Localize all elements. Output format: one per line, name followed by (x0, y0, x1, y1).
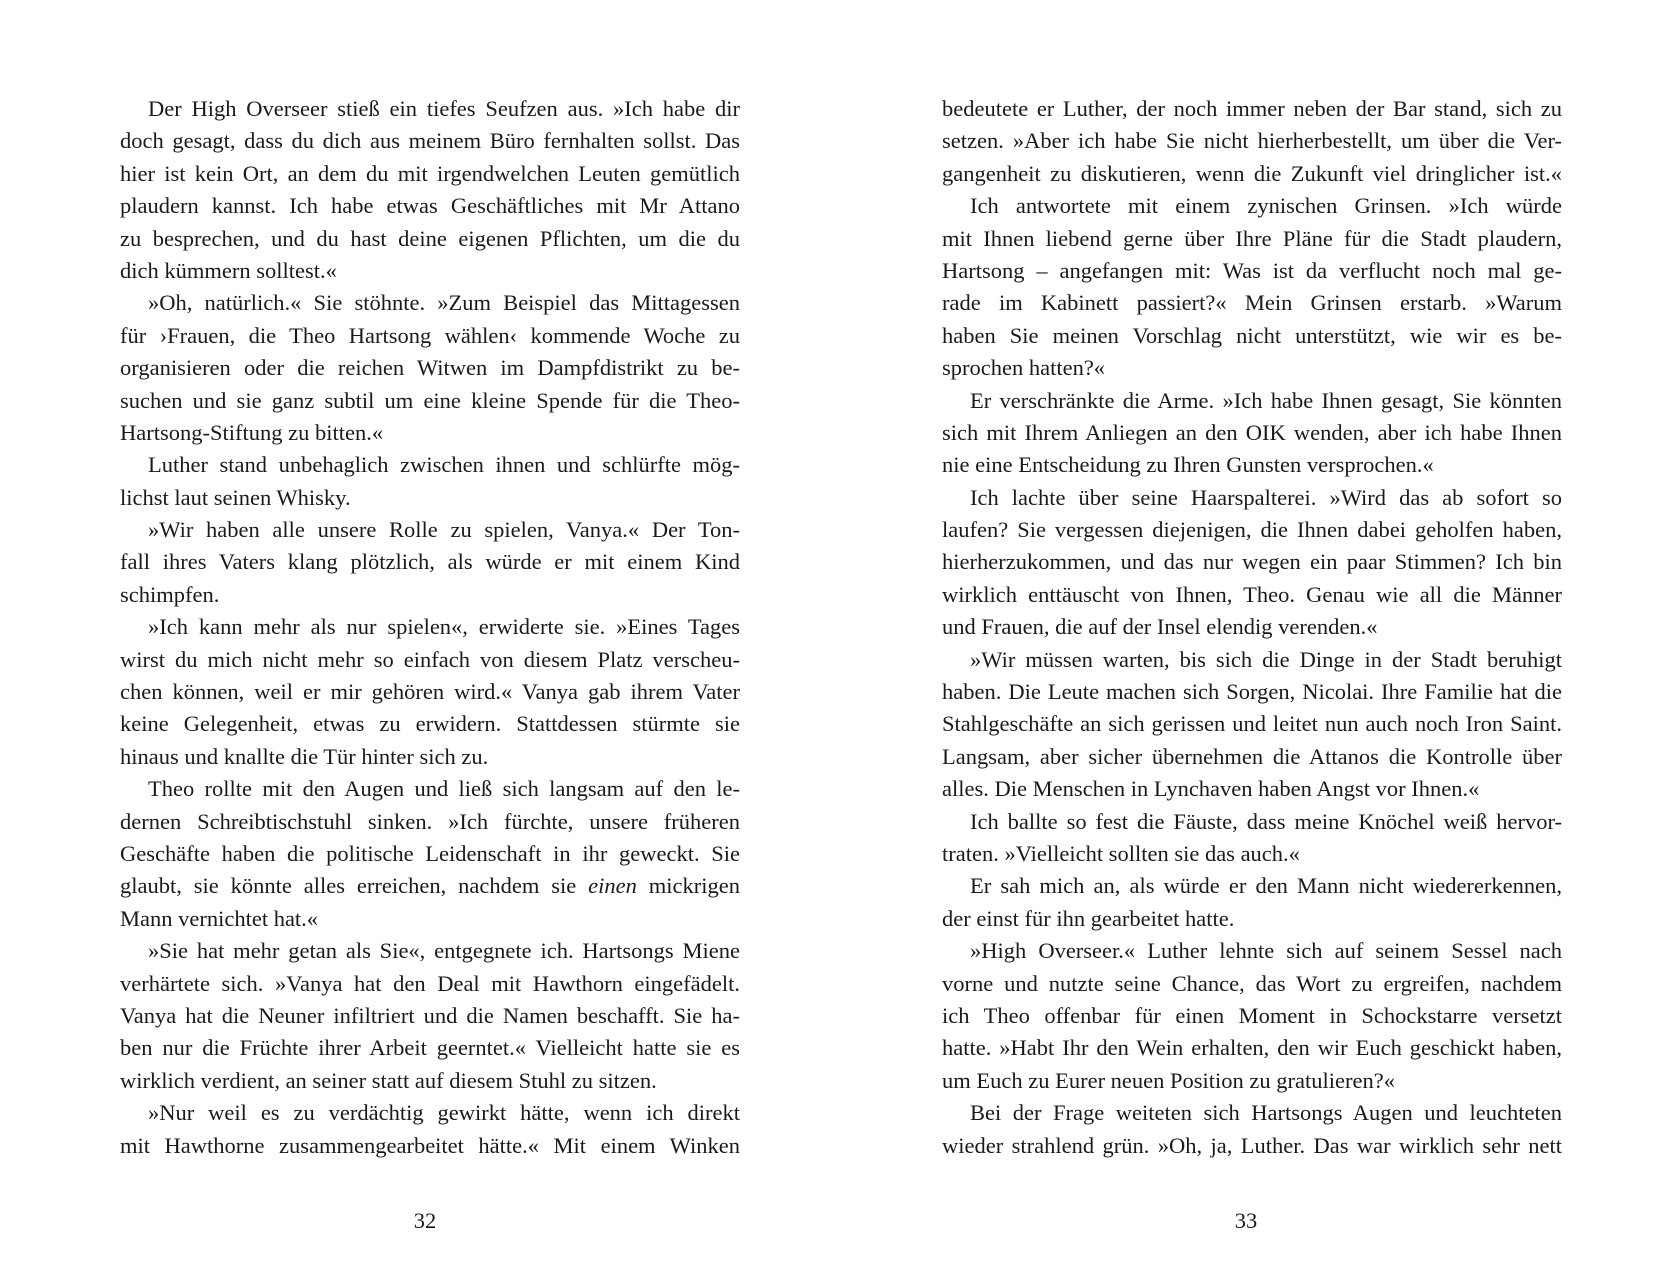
text-line: schimpfen. (120, 581, 220, 607)
text-line: haben Sie meinen Vorschlag nicht unterstützt, wie wir es be- (942, 322, 1562, 348)
text-line: »High Overseer.« Luther lehnte sich auf seinem Sessel nach (970, 938, 1562, 964)
text-line: Langsam, aber sicher übernehmen die Attanos die Kontrolle über (942, 743, 1562, 769)
text-line: Vanya hat die Neuner infiltriert und die Namen beschafft. Sie ha- (120, 1002, 740, 1028)
text-line: traten. »Vielleicht sollten sie das auch.« (942, 840, 1300, 866)
text-line: fall ihres Vaters klang plötzlich, als würde er mit einem Kind (120, 549, 740, 575)
text-line: glaubt, sie könnte alles erreichen, nachdem sie einen mickrigen (120, 873, 740, 899)
emphasized-word: einen (588, 873, 637, 899)
text-line: Theo rollte mit den Augen und ließ sich langsam auf den le- (148, 776, 740, 802)
page-number-right: 33 (1234, 1208, 1258, 1233)
text-line: dernen Schreibtischstuhl sinken. »Ich fürchte, unsere früheren (120, 808, 740, 834)
text-line: verhärtete sich. »Vanya hat den Deal mit Hawthorn eingefädelt. (120, 970, 740, 996)
text-line: dich kümmern solltest.« (120, 257, 337, 283)
text-line: sich mit Ihrem Anliegen an den OIK wenden, aber ich habe Ihnen (942, 419, 1562, 445)
text-line: bedeutete er Luther, der noch immer neben der Bar stand, sich zu (942, 96, 1562, 121)
text-line: »Ich kann mehr als nur spielen«, erwiderte sie. »Eines Tages (148, 614, 740, 640)
text-line: suchen und sie ganz subtil um eine kleine Spende für die Theo- (120, 387, 740, 413)
text-line: doch gesagt, dass du dich aus meinem Büro fernhalten sollst. Das (120, 128, 740, 154)
text-line: vorne und nutzte seine Chance, das Wort zu ergreifen, nachdem (942, 970, 1562, 996)
text-line: sprochen hatten?« (942, 355, 1106, 381)
text-line: »Nur weil es zu verdächtig gewirkt hätte, wenn ich direkt (148, 1100, 740, 1126)
text-line: Mann vernichtet hat.« (120, 905, 319, 931)
text-line: rade im Kabinett passiert?« Mein Grinsen erstarb. »Warum (942, 290, 1562, 316)
text-line: nie eine Entscheidung zu Ihren Gunsten versprochen.« (942, 452, 1434, 478)
text-line: hatte. »Habt Ihr den Wein erhalten, den wir Euch geschickt haben, (942, 1035, 1562, 1061)
text-line: um Euch zu Eurer neuen Position zu gratulieren?« (942, 1067, 1395, 1093)
text-line: Hartsong – angefangen mit: Was ist da verflucht noch mal ge- (942, 257, 1562, 283)
text-line: Hartsong-Stiftung zu bitten.« (120, 419, 384, 445)
text-line: organisieren oder die reichen Witwen im Dampfdistrikt zu be- (120, 355, 740, 381)
text-line: ben nur die Früchte ihrer Arbeit geerntet.« Vielleicht hatte sie es (120, 1035, 740, 1061)
text-line: »Sie hat mehr getan als Sie«, entgegnete ich. Hartsongs Miene (148, 938, 740, 964)
text-line: keine Gelegenheit, etwas zu erwidern. Stattdessen stürmte sie (120, 711, 740, 737)
text-line: chen können, weil er mir gehören wird.« Vanya gab ihrem Vater (120, 679, 740, 705)
text-line: lichst laut seinen Whisky. (120, 484, 351, 510)
text-line: »Wir müssen warten, bis sich die Dinge in der Stadt beruhigt (970, 646, 1562, 672)
right-page-text (942, 93, 1562, 1162)
text-line: wieder strahlend grün. »Oh, ja, Luther. Das war wirklich sehr nett (942, 1132, 1562, 1158)
text-line: Der High Overseer stieß ein tiefes Seufzen aus. »Ich habe dir (148, 96, 740, 121)
text-line: hier ist kein Ort, an dem du mit irgendwelchen Leuten gemütlich (120, 160, 740, 186)
text-line: Bei der Frage weiteten sich Hartsongs Augen und leuchteten (970, 1100, 1562, 1126)
text-line: »Wir haben alle unsere Rolle zu spielen, Vanya.« Der Ton- (148, 517, 740, 543)
text-line: Ich ballte so fest die Fäuste, dass meine Knöchel weiß hervor- (970, 808, 1562, 834)
page-number-left: 32 (413, 1208, 437, 1233)
text-line: mit Hawthorne zusammengearbeitet hätte.« Mit einem Winken (120, 1132, 740, 1158)
text-line: Geschäfte haben die politische Leidenschaft in ihr geweckt. Sie (120, 840, 740, 866)
text-line: hinaus und knallte die Tür hinter sich zu. (120, 743, 489, 769)
text-line: wirklich verdient, an seiner statt auf diesem Stuhl zu sitzen. (120, 1067, 657, 1093)
text-line: der einst für ihn gearbeitet hatte. (942, 905, 1235, 931)
text-line: mit Ihnen liebend gerne über Ihre Pläne für die Stadt plaudern, (942, 225, 1562, 251)
text-line: Stahlgeschäfte an sich gerissen und leitet nun auch noch Iron Saint. (942, 711, 1562, 737)
left-page-text (120, 93, 740, 1162)
text-line: »Oh, natürlich.« Sie stöhnte. »Zum Beispiel das Mittagessen (148, 290, 740, 316)
text-line: Ich antwortete mit einem zynischen Grinsen. »Ich würde (970, 193, 1562, 219)
text-line: Ich lachte über seine Haarspalterei. »Wird das ab sofort so (970, 484, 1562, 510)
text-line: hierherzukommen, und das nur wegen ein paar Stimmen? Ich bin (942, 549, 1562, 575)
text-line: für ›Frauen, die Theo Hartsong wählen‹ kommende Woche zu (120, 322, 740, 348)
text-line: plaudern kannst. Ich habe etwas Geschäftliches mit Mr Attano (120, 193, 740, 219)
text-line: haben. Die Leute machen sich Sorgen, Nicolai. Ihre Familie hat die (942, 679, 1562, 705)
text-line: laufen? Sie vergessen diejenigen, die Ihnen dabei geholfen haben, (942, 517, 1562, 543)
text-line: zu besprechen, und du hast deine eigenen Pflichten, um die du (120, 225, 740, 251)
text-line: und Frauen, die auf der Insel elendig verenden.« (942, 614, 1378, 640)
text-line: gangenheit zu diskutieren, wenn die Zukunft viel dringlicher ist.« (942, 160, 1562, 186)
text-line: setzen. »Aber ich habe Sie nicht hierherbestellt, um über die Ver- (942, 128, 1562, 154)
text-line: wirklich enttäuscht von Ihnen, Theo. Genau wie all die Männer (942, 581, 1562, 607)
text-line: Er verschränkte die Arme. »Ich habe Ihnen gesagt, Sie könnten (970, 387, 1562, 413)
text-line: wirst du mich nicht mehr so einfach von diesem Platz verscheu- (120, 646, 740, 672)
text-line: Luther stand unbehaglich zwischen ihnen und schlürfte mög- (148, 452, 740, 478)
text-line: alles. Die Menschen in Lynchaven haben Angst vor Ihnen.« (942, 776, 1480, 802)
text-line: ich Theo offenbar für einen Moment in Schockstarre versetzt (942, 1002, 1562, 1028)
text-line: Er sah mich an, als würde er den Mann nicht wiedererkennen, (970, 873, 1562, 899)
